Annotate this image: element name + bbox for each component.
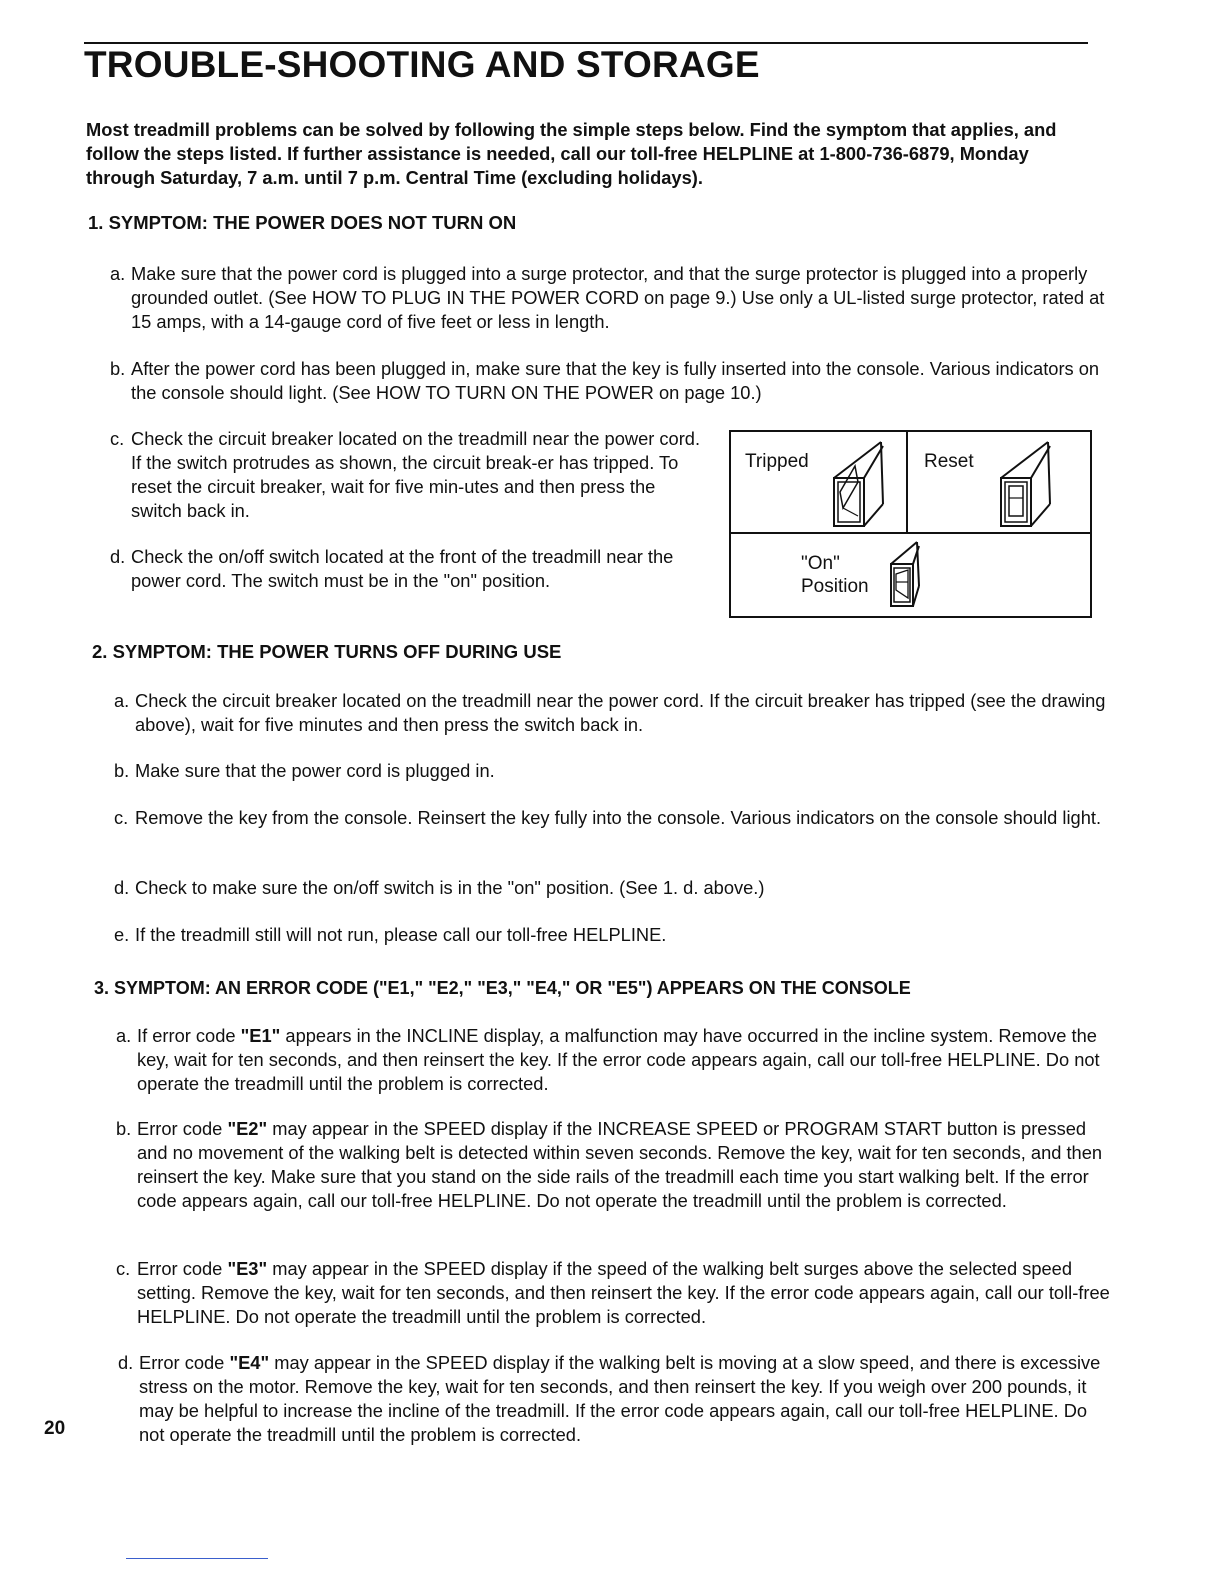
item-letter: c. [114,807,129,828]
symptom-2-item-a [114,689,1111,737]
item-text: If the treadmill still will not run, please call our toll-free HELPLINE. [135,924,667,945]
position-label: Position [801,576,869,597]
item-letter: c. [110,428,125,449]
tripped-switch-icon [829,438,889,530]
item-letter: a. [116,1025,132,1046]
on-switch-icon [887,538,927,612]
bottom-link-underline[interactable] [126,1558,268,1559]
item-text: Check the circuit breaker located on the treadmill near the power cord. If the switch protrudes as shown, the circuit break-er has tripped. To reset the circuit breaker, wait for five min-utes and then press the switch back in. [131,428,701,521]
page-title: TROUBLE-SHOOTING AND STORAGE [84,44,760,85]
symptom-1-item-d [110,545,706,593]
item-text: Make sure that the power cord is plugged into a surge protector, and that the surge protector is plugged into a properly grounded outlet. (See HOW TO PLUG IN THE POWER CORD on page 9.) Use only a UL-listed surge protector, rated at 15 amps, with a 14-gauge cord of five feet or less in length. [131,263,1105,332]
item-letter: d. [110,546,126,567]
symptom-3-item-b [116,1117,1113,1213]
error-code-e4: "E4" [229,1352,270,1373]
item-text-pre: Error code [137,1118,228,1139]
item-text-pre: Error code [137,1258,228,1279]
item-letter: c. [116,1258,131,1279]
symptom-3-heading: 3. SYMPTOM: AN ERROR CODE ("E1," "E2," "E3," "E4," OR "E5") APPEARS ON THE CONSOLE [94,978,911,998]
error-code-e3: "E3" [227,1258,268,1279]
item-text: After the power cord has been plugged in, make sure that the key is fully inserted into the console. Various indicators on the console should light. (See HOW TO TURN ON THE POWER on page 10.) [131,358,1100,403]
symptom-2-item-d [114,876,1111,900]
circuit-breaker-figure [729,430,1092,618]
item-text-post: may appear in the SPEED display if the walking belt is moving at a slow speed, and there is excessive stress on the motor. Remove the key, wait for ten seconds, and then reinsert the key. If you weigh over 200 pounds, it may be helpful to increase the incline of the treadmill. If the error code appears again, call our toll-free HELPLINE. Do not operate the treadmill until the problem is corrected. [139,1352,1101,1445]
symptom-3-item-c [116,1257,1113,1329]
item-text: Check to make sure the on/off switch is in the "on" position. (See 1. d. above.) [135,877,765,898]
item-letter: b. [116,1118,132,1139]
symptom-2-item-e [114,923,1111,947]
tripped-cell [731,432,908,534]
symptom-2-item-b [114,759,1111,783]
item-text-post: may appear in the SPEED display if the INCREASE SPEED or PROGRAM START button is pressed and no movement of the walking belt is detected within seven seconds. Remove the key, wait for ten seconds, and then reinsert the key. Make sure that you stand on the side rails of the treadmill each time you start walking belt. If the error code appears again, call our toll-free HELPLINE. Do not operate the treadmill until the problem is corrected. [137,1118,1103,1211]
symptom-1-heading: 1. SYMPTOM: THE POWER DOES NOT TURN ON [88,212,517,233]
on-position-cell [731,534,1090,616]
page-number: 20 [44,1418,66,1439]
item-text-pre: If error code [137,1025,241,1046]
symptom-1-item-b [110,357,1107,405]
item-text: Check the circuit breaker located on the treadmill near the power cord. If the circuit breaker has tripped (see the drawing above), wait for five minutes and then press the switch back in. [135,690,1106,735]
symptom-1-item-a [110,262,1107,334]
item-letter: a. [114,690,130,711]
reset-switch-icon [996,438,1056,530]
symptom-2-heading: 2. SYMPTOM: THE POWER TURNS OFF DURING USE [92,641,562,662]
symptom-3-item-d [118,1351,1115,1447]
on-label: "On" [801,553,840,574]
item-text: Check the on/off switch located at the front of the treadmill near the power cord. The switch must be in the "on" position. [131,546,674,591]
item-letter: a. [110,263,126,284]
item-text-post: appears in the INCLINE display, a malfunction may have occurred in the incline system. Remove the key, wait for ten seconds, and then reinsert the key. If the error code appears again, call our toll-free HELPLINE. Do not operate the treadmill until the problem is corrected. [137,1025,1100,1094]
error-code-e1: "E1" [240,1025,281,1046]
item-letter: b. [110,358,126,379]
item-text-post: may appear in the SPEED display if the speed of the walking belt surges above the selected speed setting. Remove the key, wait for ten seconds, and then reinsert the key. If the error code appears again, call our toll-free HELPLINE. Do not operate the treadmill until the problem is corrected. [137,1258,1110,1327]
item-letter: d. [118,1352,134,1373]
item-text-pre: Error code [139,1352,230,1373]
symptom-1-item-c [110,427,706,523]
intro-paragraph: Most treadmill problems can be solved by following the simple steps below. Find the symptom that applies, and follow the steps listed. If further assistance is needed, call our toll-free HELPLINE at 1-800-736-6879, Monday through Saturday, 7 a.m. until 7 p.m. Central Time (excluding holidays). [86,119,1057,188]
item-letter: b. [114,760,130,781]
reset-cell [908,432,1090,534]
item-text: Remove the key from the console. Reinsert the key fully into the console. Various indicators on the console should light. [135,807,1102,828]
symptom-2-item-c [114,806,1111,830]
item-letter: d. [114,877,130,898]
tripped-label: Tripped [745,451,809,472]
reset-label: Reset [924,451,974,472]
item-letter: e. [114,924,130,945]
error-code-e2: "E2" [227,1118,268,1139]
item-text: Make sure that the power cord is plugged in. [135,760,495,781]
symptom-3-item-a [116,1024,1113,1096]
